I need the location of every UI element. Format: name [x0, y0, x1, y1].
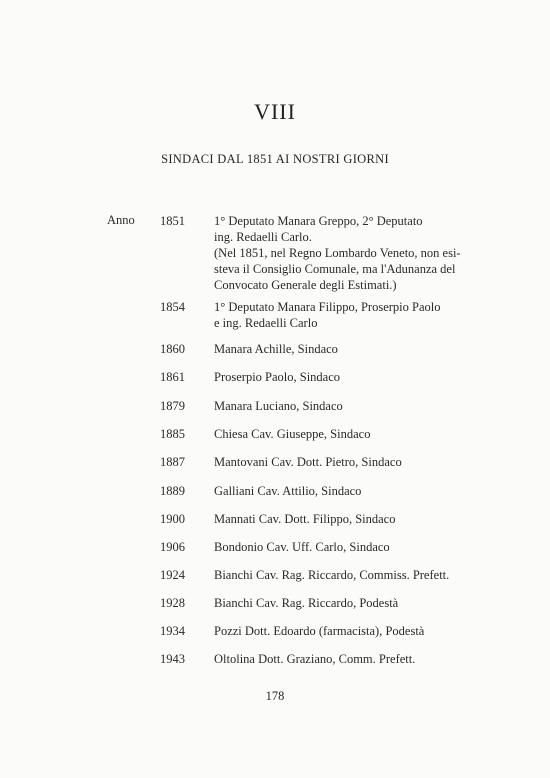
chapter-number: VIII: [254, 99, 296, 124]
entry-year: 1860: [160, 342, 185, 356]
entry-year: 1879: [160, 399, 185, 413]
entry-text: [214, 511, 454, 527]
entry-year: 1854: [160, 300, 185, 314]
entry-line: Oltolina Dott. Graziano, Comm. Prefett.: [214, 652, 416, 666]
entry-line: Bianchi Cav. Rag. Riccardo, Podestà: [214, 596, 399, 610]
entry-text: [214, 299, 454, 331]
entry-line: Proserpio Paolo, Sindaco: [214, 370, 341, 384]
entry-text: [214, 595, 454, 611]
anno-label: Anno: [107, 213, 135, 227]
entry-text: [214, 483, 454, 499]
entry-year: 1885: [160, 427, 185, 441]
entry-line: ing. Redaelli Carlo.: [214, 230, 312, 244]
entry-text: [214, 651, 454, 667]
entry-line: 1° Deputato Manara Greppo, 2° Deputato: [214, 214, 423, 228]
entry-line: Convocato Generale degli Estimati.): [214, 278, 397, 292]
entry-line: Pozzi Dott. Edoardo (farmacista), Podestà: [214, 624, 425, 638]
entry-text: [214, 623, 454, 639]
page-number: 178: [265, 689, 285, 703]
entry-text: [214, 398, 454, 414]
entry-line: 1° Deputato Manara Filippo, Proserpio Paolo: [214, 300, 441, 314]
entry-line: (Nel 1851, nel Regno Lombardo Veneto, non esi-: [214, 246, 461, 260]
entry-year: 1924: [160, 568, 185, 582]
entry-line: steva il Consiglio Comunale, ma l'Adunanza del: [214, 262, 456, 276]
entry-line: Mantovani Cav. Dott. Pietro, Sindaco: [214, 455, 402, 469]
chapter-title: SINDACI DAL 1851 AI NOSTRI GIORNI: [161, 152, 389, 166]
entry-line: Bondonio Cav. Uff. Carlo, Sindaco: [214, 540, 390, 554]
entry-year: 1934: [160, 624, 185, 638]
entry-year: 1851: [160, 214, 185, 228]
entry-line: Galliani Cav. Attilio, Sindaco: [214, 484, 362, 498]
entry-line: Manara Luciano, Sindaco: [214, 399, 343, 413]
entry-text: [214, 567, 454, 583]
entry-text: [214, 369, 454, 385]
entry-year: 1887: [160, 455, 185, 469]
entry-text: [214, 341, 454, 357]
entry-year: 1943: [160, 652, 185, 666]
entry-year: 1906: [160, 540, 185, 554]
entry-year: 1889: [160, 484, 185, 498]
entry-text: [214, 454, 454, 470]
entry-line: Manara Achille, Sindaco: [214, 342, 338, 356]
entry-text: [214, 426, 454, 442]
entry-line: Chiesa Cav. Giuseppe, Sindaco: [214, 427, 371, 441]
entry-line: Bianchi Cav. Rag. Riccardo, Commiss. Prefett.: [214, 568, 450, 582]
entry-year: 1900: [160, 512, 185, 526]
entry-line: e ing. Redaelli Carlo: [214, 316, 318, 330]
entry-year: 1861: [160, 370, 185, 384]
entry-line: Mannati Cav. Dott. Filippo, Sindaco: [214, 512, 396, 526]
entry-text: [214, 539, 454, 555]
entry-year: 1928: [160, 596, 185, 610]
entry-text: [214, 213, 461, 293]
